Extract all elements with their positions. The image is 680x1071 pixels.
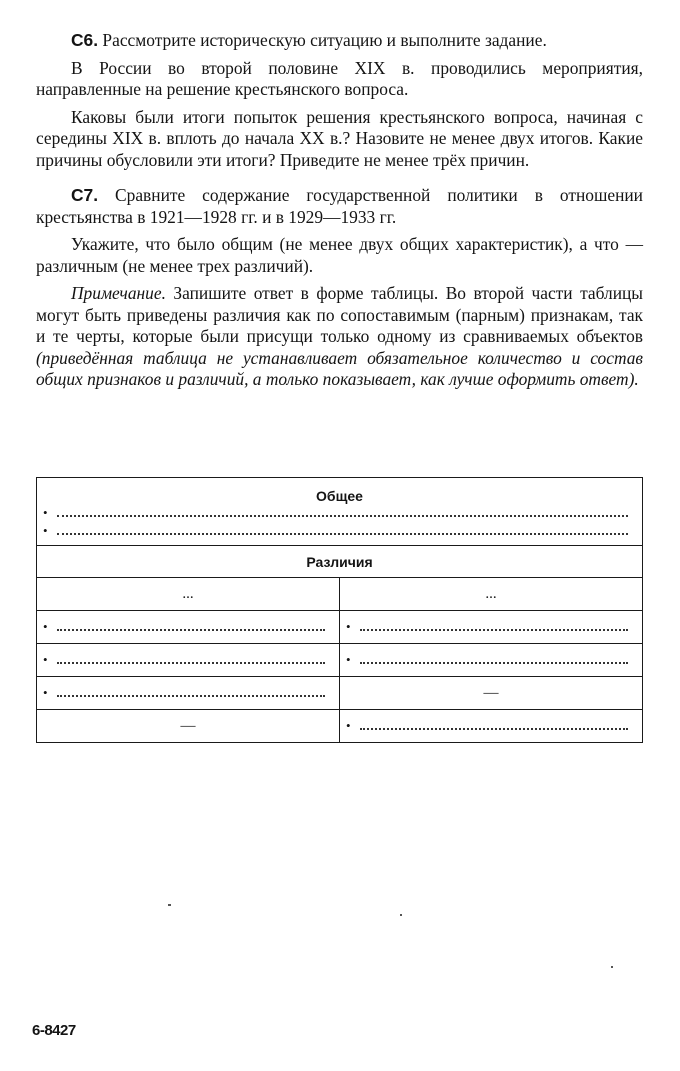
common-header: Общее bbox=[316, 487, 363, 504]
document-page bbox=[36, 30, 643, 391]
dotted-line bbox=[57, 629, 325, 631]
bullet: • bbox=[43, 685, 48, 700]
diff-cell bbox=[37, 611, 340, 644]
common-line-2 bbox=[43, 522, 636, 540]
common-section bbox=[37, 478, 643, 546]
diff-col-1-header: ... bbox=[37, 578, 340, 611]
diff-cell bbox=[340, 644, 643, 677]
c7-note-italic: (приведённая таблица не устанавливает обязательное количество и состав общих признаков и различий, а только показывает, как лучше оформить ответ). bbox=[36, 347, 643, 389]
comparison-table bbox=[36, 477, 643, 743]
c7-task-text: Сравните содержание государственной политики в отношении крестьянства в 1921—1928 гг. и в 1929—1933 гг. bbox=[36, 185, 643, 227]
diff-col-2-header: ... bbox=[340, 578, 643, 611]
scan-speck bbox=[168, 904, 171, 906]
bullet: • bbox=[43, 652, 48, 667]
bullet: • bbox=[346, 619, 351, 634]
dotted-line bbox=[360, 728, 628, 730]
c7-number: С7. bbox=[71, 185, 99, 205]
diff-cell bbox=[340, 611, 643, 644]
bullet: • bbox=[346, 652, 351, 667]
bullet: • bbox=[43, 522, 48, 538]
c7-task bbox=[36, 185, 643, 228]
c6-situation: В России во второй половине XIX в. проводились мероприятия, направленные на решение крестьянского вопроса. bbox=[36, 57, 643, 99]
footer-code: 6-8427 bbox=[32, 1022, 76, 1039]
diff-cell bbox=[37, 677, 340, 710]
scan-speck bbox=[400, 914, 402, 916]
c7-note bbox=[36, 283, 643, 391]
bullet: • bbox=[346, 718, 351, 733]
diff-cell bbox=[37, 644, 340, 677]
dotted-line bbox=[360, 662, 628, 664]
c6-question: Каковы были итоги попыток решения крестьянского вопроса, начиная с середины XIX в. вплоть до начала XX в.? Назовите не менее двух итогов. Какие причины обусловили эти итоги? Приведите не менее трёх причин. bbox=[36, 106, 643, 170]
diff-cell-dash: — bbox=[340, 677, 643, 710]
bullet: • bbox=[43, 619, 48, 634]
differences-header: Различия bbox=[37, 546, 643, 578]
c7-note-label: Примечание. bbox=[71, 283, 166, 303]
dotted-line bbox=[57, 515, 628, 517]
dotted-line bbox=[57, 695, 325, 697]
c7-note-text: Запишите ответ в форме таблицы. Во второй части таблицы могут быть приведены различия как по сопоставимым (парным) признакам, так и те черты, которые были присущи только одному из сравниваемых объектов bbox=[36, 283, 643, 346]
c6-number: С6. bbox=[71, 30, 99, 50]
dotted-line bbox=[57, 533, 628, 535]
c7-instruction: Укажите, что было общим (не менее двух общих характеристик), а что — различным (не менее трех различий). bbox=[36, 234, 643, 276]
bullet: • bbox=[43, 504, 48, 520]
c6-task-text: Рассмотрите историческую ситуацию и выполните задание. bbox=[102, 30, 547, 50]
diff-cell bbox=[340, 710, 643, 743]
scan-speck bbox=[611, 966, 613, 968]
common-line-1 bbox=[43, 504, 636, 522]
c6-task bbox=[36, 30, 643, 52]
dotted-line bbox=[360, 629, 628, 631]
dotted-line bbox=[57, 662, 325, 664]
diff-cell-dash: — bbox=[37, 710, 340, 743]
